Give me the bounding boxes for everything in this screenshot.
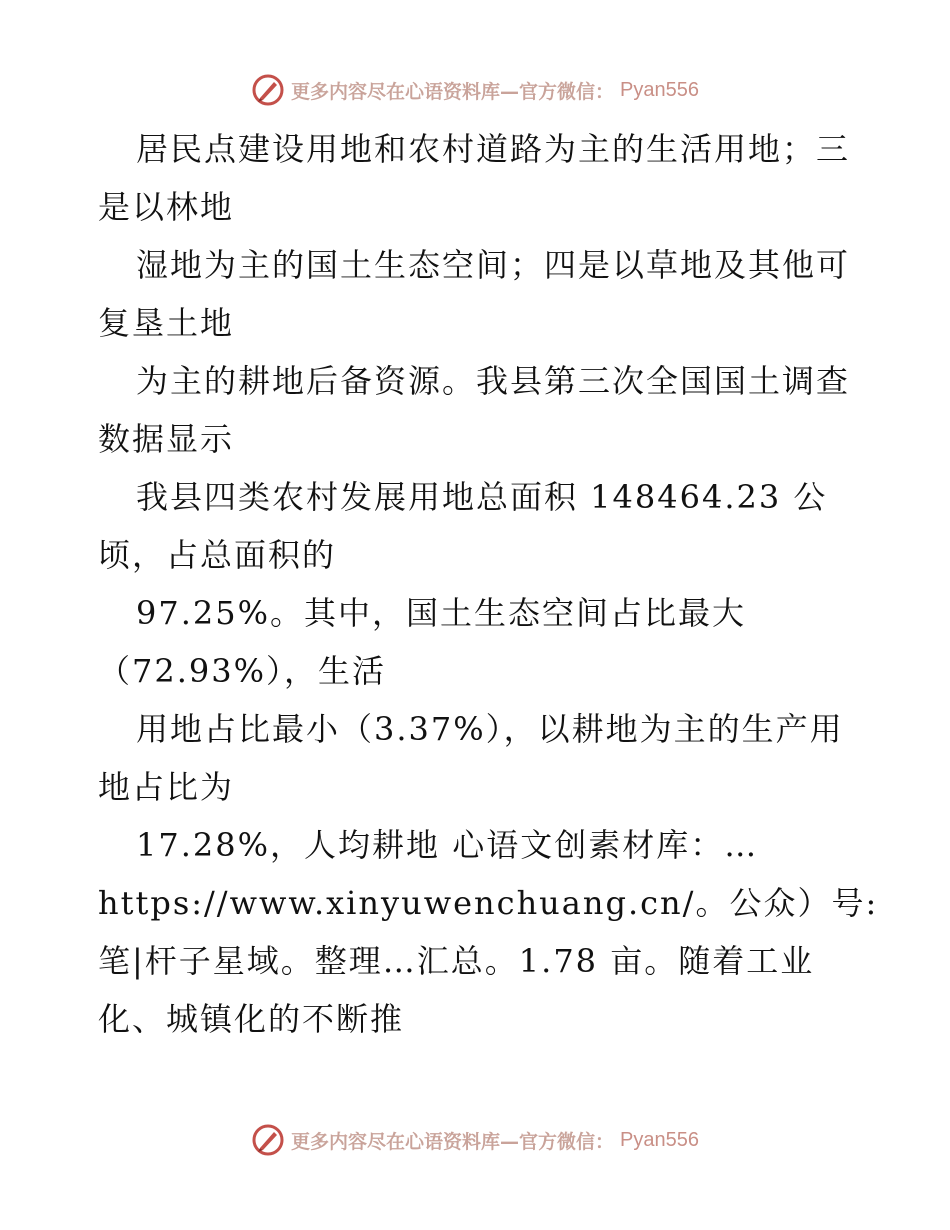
body-line: 用地占比最小（3.37%），以耕地为主的生产用 [136,710,844,748]
body-line: 17.28%，人均耕地 心语文创素材库：… [136,826,759,864]
body-line: 湿地为主的国土生态空间；四是以草地及其他可 [136,246,851,284]
footer-banner [0,1120,950,1160]
header-banner [0,70,950,110]
body-line: 97.25%。其中，国土生态空间占比最大 [136,594,747,632]
pen-logo-icon [251,1123,285,1157]
body-line: 化、城镇化的不断推 [98,1000,405,1038]
pen-logo-icon [251,73,285,107]
body-line: 顷，占总面积的 [98,536,337,574]
body-line: 复垦土地 [98,304,235,342]
footer-slogan: 更多内容尽在心语资料库—官方微信： [291,1130,615,1153]
body-line: 居民点建设用地和农村道路为主的生活用地；三 [136,130,851,168]
body-line: 地占比为 [98,768,235,806]
body-line: （72.93%），生活 [98,652,387,690]
header-slogan: 更多内容尽在心语资料库—官方微信： [291,80,615,103]
body-line: 为主的耕地后备资源。我县第三次全国国土调查 [136,362,851,400]
footer-wechat-id: Pyan556 [620,1128,699,1151]
document-body [98,120,879,1048]
body-line: 数据显示 [98,420,235,458]
header-wechat-id: Pyan556 [620,78,699,101]
body-line: 笔|杆子星域。整理…汇总。1.78 亩。随着工业 [98,942,815,980]
body-line: 是以林地 [98,188,235,226]
body-line: https://www.xinyuwenchuang.cn/。公众）号: [98,884,879,922]
body-line: 我县四类农村发展用地总面积 148464.23 公 [136,478,828,516]
